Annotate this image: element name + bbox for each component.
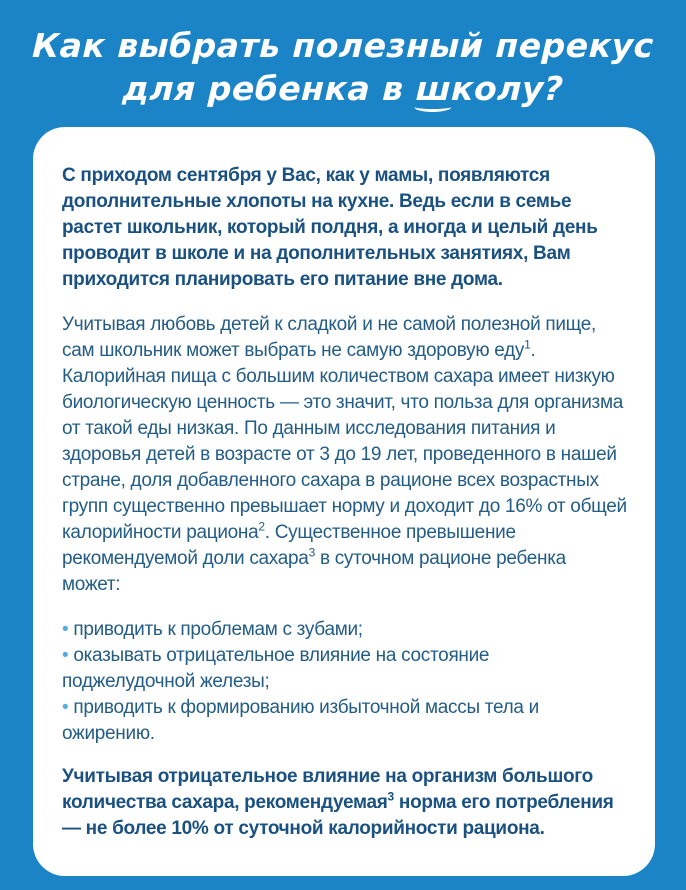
- title-line2-pre: для ребенка в: [121, 69, 417, 108]
- bullet-icon: •: [62, 645, 69, 666]
- footnote-marker-1: 1: [524, 337, 531, 352]
- p2-segment-2: . Калорийная пища с большим количеством сахара имеет низкую биологическую ценность — это значит, что польза для организма от такой еды низкая. По данным исследования питания и здоровья детей в возрасте от 3 до 19 лет, проведенного в нашей стране, доля добавленного сахара в рационе всех возрастных групп существенно превышает норму и доходит до 16% от общей калорийности рациона: [62, 340, 627, 543]
- bullet-text-teeth: приводить к проблемам с зубами;: [73, 619, 363, 640]
- sugar-info-paragraph: [62, 312, 627, 598]
- list-item: [62, 643, 627, 695]
- list-item: [62, 617, 627, 643]
- list-item: [62, 695, 627, 747]
- p2-segment-3: . Существенное превышение рекомендуемой доли сахара: [62, 522, 516, 569]
- bullet-icon: •: [62, 697, 69, 718]
- title-underlined-letter: ш: [414, 69, 452, 108]
- p2-segment-1: Учитывая любовь детей к сладкой и не самой полезной пище, сам школьник может выбрать не самую здоровую еду: [62, 314, 597, 361]
- bullet-text-pancreas: оказывать отрицательное влияние на состояние поджелудочной железы;: [62, 645, 490, 692]
- footnote-marker-3: 3: [308, 545, 315, 560]
- p3-segment-2: норма его потребления — не более 10% от суточной калорийности рациона.: [62, 792, 614, 839]
- content-card: [33, 127, 655, 876]
- conclusion-paragraph: [62, 764, 627, 842]
- bullet-icon: •: [62, 619, 69, 640]
- bullet-text-obesity: приводить к формированию избыточной массы тела и ожирению.: [62, 697, 539, 744]
- p3-segment-1: Учитывая отрицательное влияние на организм большого количества сахара, рекомендуемая: [62, 766, 593, 813]
- page-title-line-1: Как выбрать полезный перекус: [31, 26, 655, 65]
- footnote-marker-3b: 3: [387, 789, 394, 804]
- footnote-marker-2: 2: [258, 519, 265, 534]
- title-line2-post: колу?: [450, 69, 565, 108]
- intro-paragraph: С приходом сентября у Вас, как у мамы, появляются дополнительные хлопоты на кухне. Ведь если в семье растет школьник, который полдня, а иногда и целый день проводит в школе и на дополнительных занятиях, Вам приходится планировать его питание вне дома.: [62, 165, 598, 290]
- page-title-line-2: [0, 67, 686, 110]
- page-header: [0, 0, 686, 110]
- p2-segment-4: в суточном рационе ребенка может:: [62, 548, 566, 595]
- risk-bullet-list: [62, 617, 627, 747]
